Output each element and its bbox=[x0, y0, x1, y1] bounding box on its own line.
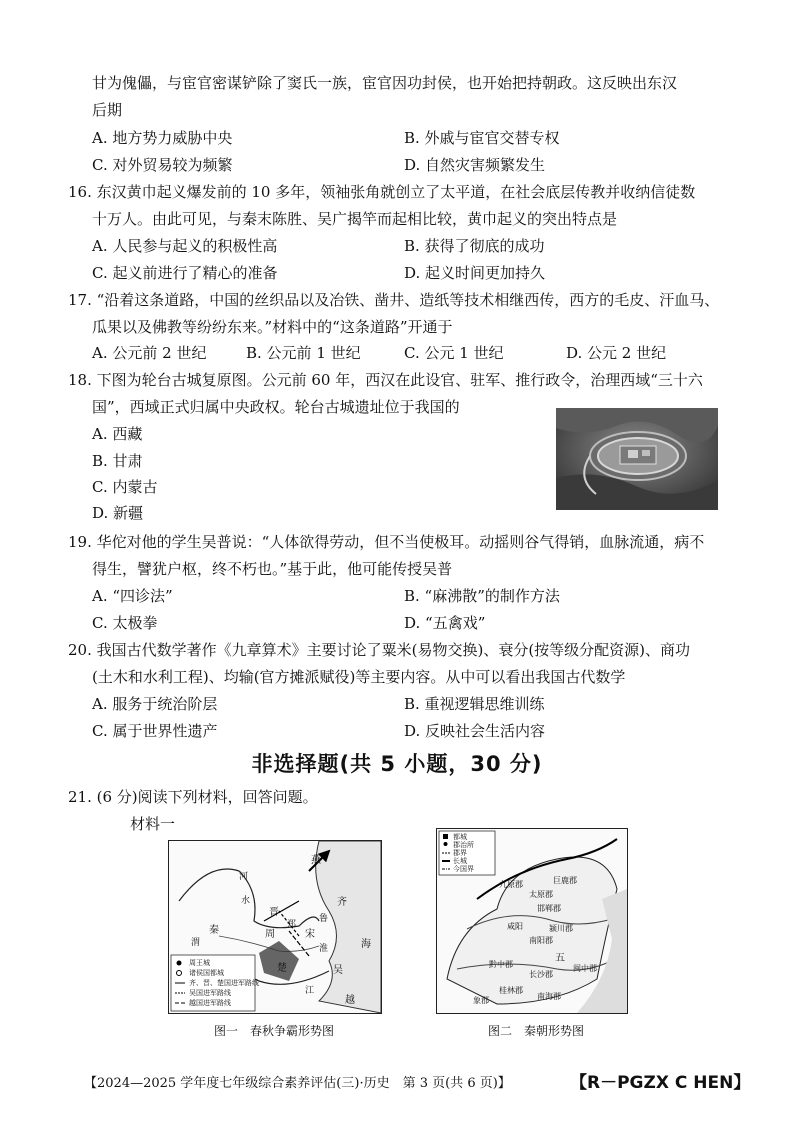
q20-stem-line1: 20. 我国古代数学著作《九章算术》主要讨论了粟米(易物交换)、衰分(按等级分配资源)、商功 bbox=[68, 641, 691, 659]
map1-legend-3: 吴国进军路线 bbox=[189, 989, 231, 997]
q18-stem-line1: 18. 下图为轮台古城复原图。公元前 60 年，西汉在此设官、驻军、推行政令，治理西域“三十六 bbox=[68, 371, 703, 389]
map1-caption: 图一 春秋争霸形势图 bbox=[214, 1024, 335, 1038]
q16-option-a: A. 人民参与起义的积极性高 bbox=[92, 237, 278, 255]
q16-option-d: D. 起义时间更加持久 bbox=[404, 264, 546, 282]
map1-label-song: 宋 bbox=[305, 929, 315, 940]
q19-stem-line2: 得生，譬犹户枢，终不朽也。”基于此，他可能传授吴普 bbox=[92, 560, 453, 578]
q20-option-d: D. 反映社会生活内容 bbox=[404, 722, 546, 740]
map1-label-lu: 鲁 bbox=[319, 914, 329, 924]
map1-label-zheng: 郑 bbox=[287, 920, 297, 930]
map1-label-shui: 水 bbox=[241, 896, 251, 906]
map1-label-yue: 越 bbox=[345, 995, 355, 1006]
map2-legend-2: 郡界 bbox=[453, 849, 467, 857]
page-footer: 【2024—2025 学年度七年级综合素养评估(三)·历史 第 3 页(共 6 页)】 bbox=[84, 1076, 511, 1091]
qin-dynasty-map bbox=[436, 828, 628, 1014]
map1-label-huai: 淮 bbox=[319, 944, 329, 954]
q20-option-c: C. 属于世界性遗产 bbox=[92, 722, 218, 740]
map1-legend-2: 齐、晋、楚国进军路线 bbox=[189, 979, 259, 987]
map2-label-jiuyuan: 九原郡 bbox=[499, 880, 523, 889]
q21-stem: 21. (6 分)阅读下列材料，回答问题。 bbox=[68, 788, 318, 806]
map1-label-jin: 晋 bbox=[269, 907, 279, 918]
luntai-ancient-city-photo bbox=[556, 408, 718, 510]
q18-stem-line2: 国”，西域正式归属中央政权。轮台古城遗址位于我国的 bbox=[92, 398, 460, 416]
map1-label-chu: 楚 bbox=[277, 963, 287, 974]
map1-label-zhou: 周 bbox=[265, 929, 275, 940]
map2-label-nanhai: 南海郡 bbox=[537, 992, 561, 1001]
q19-option-c: C. 太极拳 bbox=[92, 614, 158, 632]
q16-option-b: B. 获得了彻底的成功 bbox=[404, 237, 545, 255]
map2-caption: 图二 秦朝形势图 bbox=[488, 1024, 585, 1038]
q17-option-d: D. 公元 2 世纪 bbox=[566, 344, 667, 362]
q17-stem-line1: 17. “沿着这条道路，中国的丝织品以及冶铁、凿井、造纸等技术相继西传，西方的毛皮、汗血马、 bbox=[68, 291, 720, 309]
q17-option-a: A. 公元前 2 世纪 bbox=[92, 344, 207, 362]
q18-option-d: D. 新疆 bbox=[92, 504, 144, 522]
map1-label-hai: 海 bbox=[361, 939, 371, 950]
section-title: 非选择题(共 5 小题，30 分) bbox=[251, 752, 543, 776]
map1-label-jiang: 江 bbox=[305, 986, 315, 996]
map2-label-changsha: 长沙郡 bbox=[529, 970, 553, 979]
q20-option-b: B. 重视逻辑思维训练 bbox=[404, 695, 545, 713]
q21-material-label: 材料一 bbox=[130, 815, 176, 833]
map2-label-nanyang: 南阳郡 bbox=[529, 936, 553, 945]
q16-option-c: C. 起义前进行了精心的准备 bbox=[92, 264, 278, 282]
map2-label-julu: 巨鹿郡 bbox=[553, 876, 577, 885]
q17-option-c: C. 公元 1 世纪 bbox=[404, 344, 504, 362]
q19-stem-line1: 19. 华佗对他的学生吴普说：“人体欲得劳动，但不当使极耳。动摇则谷气得销，血脉流通，病不 bbox=[68, 533, 705, 551]
map2-label-wu: 五 bbox=[555, 953, 565, 964]
q19-option-a: A. “四诊法” bbox=[92, 587, 173, 605]
q19-option-d: D. “五禽戏” bbox=[404, 614, 486, 632]
q15-option-c: C. 对外贸易较为频繁 bbox=[92, 156, 233, 174]
map2-label-yingchuan: 颍川郡 bbox=[549, 924, 573, 933]
q18-option-a: A. 西藏 bbox=[92, 425, 143, 443]
map2-label-xianyang: 咸阳 bbox=[507, 922, 523, 931]
q15-option-d: D. 自然灾害频繁发生 bbox=[404, 156, 546, 174]
map2-label-minzhong: 闽中郡 bbox=[573, 964, 597, 973]
q18-option-b: B. 甘肃 bbox=[92, 452, 143, 470]
map2-label-handan: 邯郸郡 bbox=[537, 904, 561, 913]
spring-autumn-hegemony-map bbox=[168, 840, 382, 1014]
map1-label-he: 河 bbox=[239, 872, 249, 882]
map2-legend-0: 都城 bbox=[453, 833, 467, 841]
q15-text-line2: 后期 bbox=[92, 101, 123, 119]
map1-legend-1: 诸侯国都城 bbox=[189, 969, 224, 977]
map1-label-wei: 渭 bbox=[191, 938, 201, 948]
map1-label-qi: 齐 bbox=[337, 897, 347, 908]
map2-legend-1: 郡治所 bbox=[453, 841, 474, 849]
map2-label-xiang: 象郡 bbox=[473, 996, 489, 1005]
map2-label-qianzhong: 黔中郡 bbox=[489, 960, 513, 969]
q20-option-a: A. 服务于统治阶层 bbox=[92, 695, 218, 713]
map1-legend-4: 越国进军路线 bbox=[189, 999, 231, 1007]
map2-legend-4: 今国界 bbox=[453, 865, 474, 873]
q19-option-b: B. “麻沸散”的制作方法 bbox=[404, 587, 560, 605]
map1-label-wu: 吴 bbox=[333, 965, 343, 976]
map1-legend-0: 周王城 bbox=[189, 959, 210, 967]
q15-text-line1: 甘为傀儡，与宦官密谋铲除了窦氏一族，宦官因功封侯，也开始把持朝政。这反映出东汉 bbox=[92, 74, 678, 92]
q16-stem-line2: 十万人。由此可见，与秦末陈胜、吴广揭竿而起相比较，黄巾起义的突出特点是 bbox=[92, 210, 618, 228]
q18-option-c: C. 内蒙古 bbox=[92, 478, 158, 496]
q17-stem-line2: 瓜果以及佛教等纷纷东来。”材料中的“这条道路”开通于 bbox=[92, 318, 453, 336]
q16-stem-line1: 16. 东汉黄巾起义爆发前的 10 多年，领袖张角就创立了太平道，在社会底层传教并收纳信徒数 bbox=[68, 183, 696, 201]
map2-label-guilin: 桂林郡 bbox=[499, 986, 523, 995]
map1-label-yan: 燕 bbox=[311, 855, 321, 866]
q20-stem-line2: (土木和水利工程)、均输(官方摊派赋役)等主要内容。从中可以看出我国古代数学 bbox=[92, 668, 626, 686]
paper-code: 【R－PGZX C HEN】 bbox=[570, 1073, 751, 1093]
q15-option-b: B. 外戚与宦官交替专权 bbox=[404, 129, 560, 147]
map2-label-taiyuan: 太原郡 bbox=[529, 890, 553, 899]
q17-option-b: B. 公元前 1 世纪 bbox=[246, 344, 361, 362]
q15-option-a: A. 地方势力威胁中央 bbox=[92, 129, 233, 147]
map2-legend-3: 长城 bbox=[453, 857, 467, 865]
map1-label-qin: 秦 bbox=[209, 925, 219, 936]
